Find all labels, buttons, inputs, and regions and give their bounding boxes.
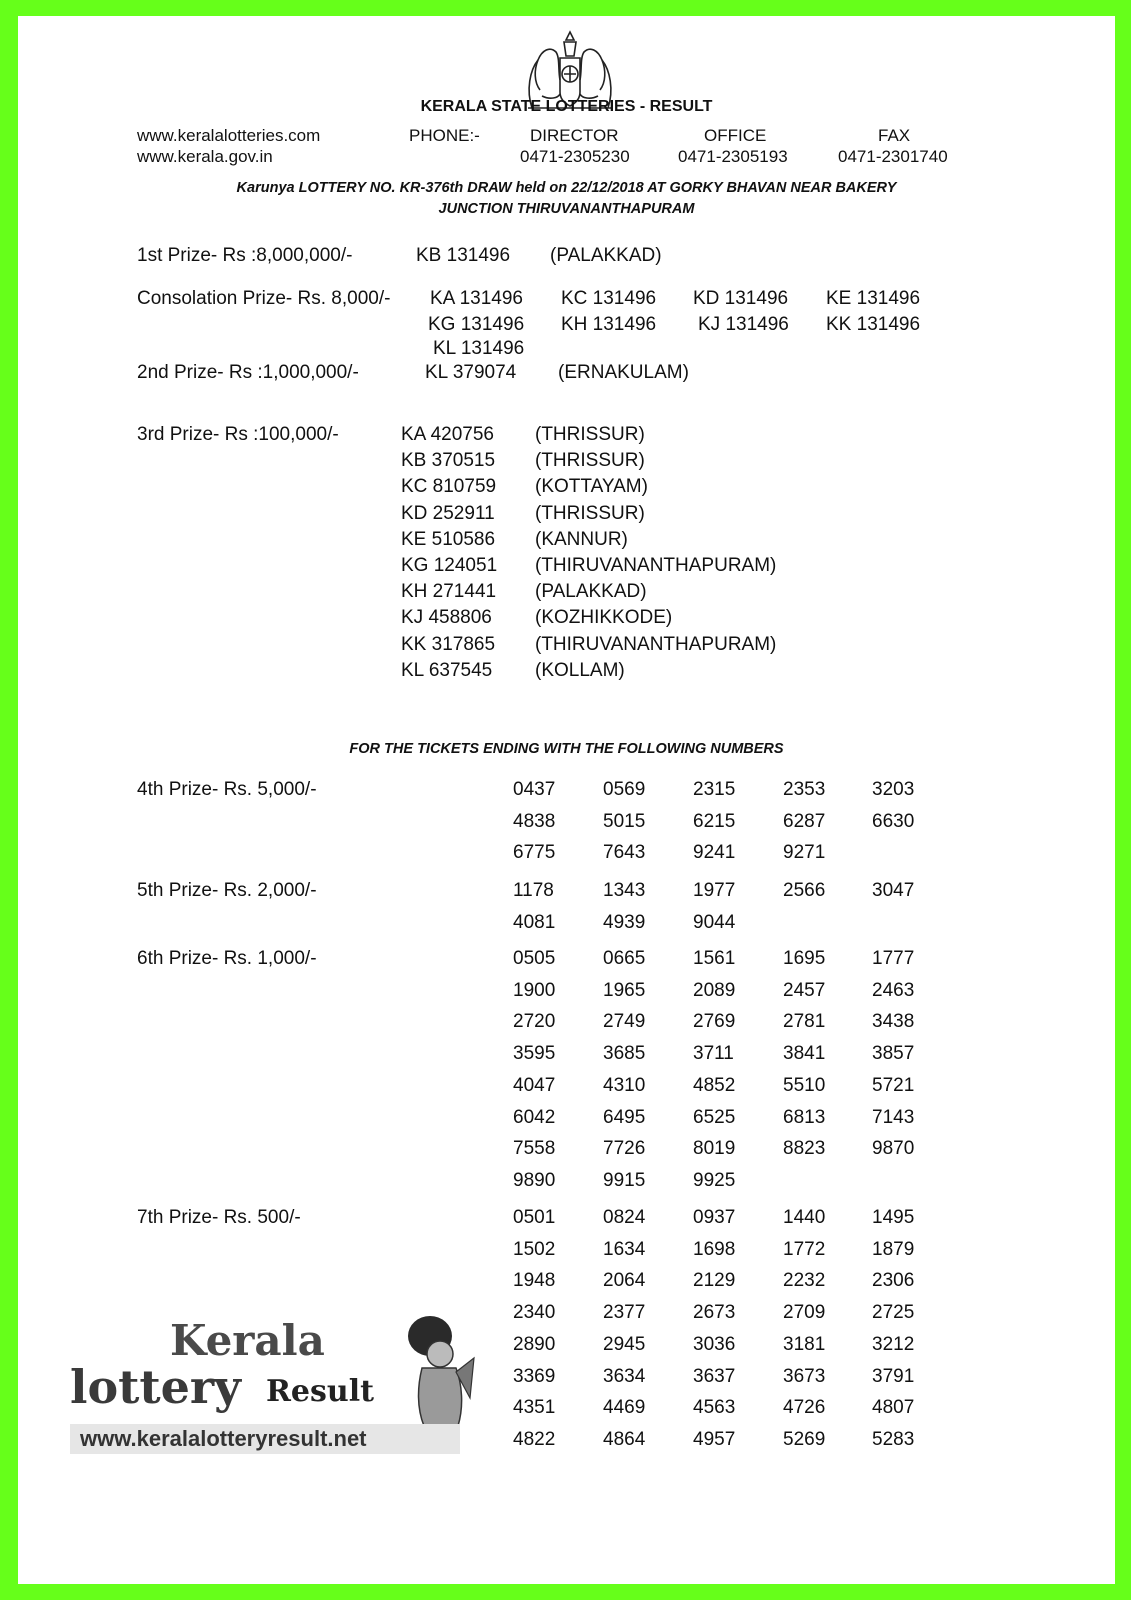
sixth-prize-number: 5721 xyxy=(872,1074,915,1096)
fifth-prize-number: 3047 xyxy=(872,880,915,901)
sixth-prize-number: 9890 xyxy=(513,1169,556,1191)
second-prize-place: (ERNAKULAM) xyxy=(558,362,689,383)
third-prize-ticket: KL 637545 xyxy=(401,659,493,681)
sixth-prize-number: 7143 xyxy=(872,1106,915,1128)
seventh-prize-number: 1502 xyxy=(513,1238,556,1260)
fourth-prize-number: 7643 xyxy=(603,842,646,864)
fourth-prize-number: 9271 xyxy=(783,842,826,864)
fax-label: FAX xyxy=(878,126,911,145)
seventh-prize-number: 1698 xyxy=(693,1238,736,1260)
office-label: OFFICE xyxy=(704,126,767,145)
seventh-prize-number: 4351 xyxy=(513,1397,556,1419)
fifth-prize-number: 9044 xyxy=(693,911,736,933)
sixth-prize-number: 3685 xyxy=(603,1043,646,1065)
third-prize-ticket: KD 252911 xyxy=(401,502,495,524)
seventh-prize-number: 5283 xyxy=(872,1428,915,1450)
fourth-prize-number: 6287 xyxy=(783,810,826,832)
seventh-prize-number: 3369 xyxy=(513,1365,556,1387)
sixth-prize-number: 2463 xyxy=(872,979,915,1001)
sixth-prize-number: 3438 xyxy=(872,1011,915,1033)
second-prize-ticket: KL 379074 xyxy=(425,362,517,383)
fourth-prize-number: 0569 xyxy=(603,779,646,800)
fifth-prize-number: 4081 xyxy=(513,911,556,933)
consolation-ticket: KC 131496 xyxy=(561,288,657,309)
fourth-prize-number: 6775 xyxy=(513,842,556,864)
consolation-ticket: KK 131496 xyxy=(826,314,921,335)
ending-numbers-note: FOR THE TICKETS ENDING WITH THE FOLLOWING NUMBERS xyxy=(349,741,784,757)
office-phone: 0471-2305193 xyxy=(678,147,788,166)
draw-info-line-2: JUNCTION THIRUVANANTHAPURAM xyxy=(438,201,695,217)
seventh-prize-number: 3036 xyxy=(693,1333,736,1355)
fourth-prize-number: 2353 xyxy=(783,779,826,800)
sixth-prize-number: 3595 xyxy=(513,1043,556,1065)
third-prize-ticket: KK 317865 xyxy=(401,633,496,655)
seventh-prize-number: 1634 xyxy=(603,1238,646,1260)
sixth-prize-number: 2769 xyxy=(693,1011,736,1033)
fourth-prize-number: 4838 xyxy=(513,810,556,832)
third-prize-place: (THIRUVANANTHAPURAM) xyxy=(535,633,777,655)
third-prize-place: (THRISSUR) xyxy=(535,450,645,472)
fourth-prize-number: 2315 xyxy=(693,779,736,800)
sixth-prize-number: 0665 xyxy=(603,948,646,969)
first-prize-label: 1st Prize- Rs :8,000,000/- xyxy=(137,245,353,266)
sixth-prize-number: 4852 xyxy=(693,1074,736,1096)
seventh-prize-number: 4469 xyxy=(603,1397,646,1419)
draw-info-line-1: Karunya LOTTERY NO. KR-376th DRAW held on 22/12/2018 AT GORKY BHAVAN NEAR BAKERY xyxy=(236,180,897,196)
sixth-prize-number: 2749 xyxy=(603,1011,646,1033)
director-label: DIRECTOR xyxy=(530,126,619,145)
third-prize-place: (KOLLAM) xyxy=(535,659,625,681)
sixth-prize-number: 1777 xyxy=(872,948,915,969)
seventh-prize-number: 0937 xyxy=(693,1207,736,1228)
seventh-prize-number: 0501 xyxy=(513,1207,556,1228)
first-prize-ticket: KB 131496 xyxy=(416,245,511,266)
sixth-prize-number: 7726 xyxy=(603,1138,646,1160)
seventh-prize-number: 2306 xyxy=(872,1270,915,1292)
fourth-prize-label: 4th Prize- Rs. 5,000/- xyxy=(137,779,317,800)
sixth-prize-number: 4047 xyxy=(513,1074,556,1096)
seventh-prize-number: 4807 xyxy=(872,1397,915,1419)
fifth-prize-number: 4939 xyxy=(603,911,646,933)
mascot-icon xyxy=(400,1314,480,1434)
seventh-prize-label: 7th Prize- Rs. 500/- xyxy=(137,1207,301,1228)
seventh-prize-number: 2340 xyxy=(513,1302,556,1324)
fifth-prize-number: 1178 xyxy=(513,880,554,901)
seventh-prize-number: 3791 xyxy=(872,1365,915,1387)
sixth-prize-number: 9870 xyxy=(872,1138,915,1160)
sixth-prize-number: 3857 xyxy=(872,1043,915,1065)
page-title: KERALA STATE LOTTERIES - RESULT xyxy=(420,98,713,115)
sixth-prize-number: 1695 xyxy=(783,948,826,969)
third-prize-place: (THRISSUR) xyxy=(535,424,645,445)
sixth-prize-number: 2089 xyxy=(693,979,736,1001)
seventh-prize-number: 3673 xyxy=(783,1365,826,1387)
sixth-prize-number: 5510 xyxy=(783,1074,826,1096)
consolation-ticket: KJ 131496 xyxy=(698,314,789,335)
fifth-prize-number: 1343 xyxy=(603,880,646,901)
seventh-prize-number: 3212 xyxy=(872,1333,915,1355)
seventh-prize-number: 2377 xyxy=(603,1302,646,1324)
third-prize-ticket: KJ 458806 xyxy=(401,607,492,629)
seventh-prize-number: 1948 xyxy=(513,1270,556,1292)
website-link-2[interactable]: www.kerala.gov.in xyxy=(137,147,273,166)
seventh-prize-number: 2709 xyxy=(783,1302,826,1324)
third-prize-place: (THRISSUR) xyxy=(535,502,645,524)
fifth-prize-label: 5th Prize- Rs. 2,000/- xyxy=(137,880,317,901)
sixth-prize-number: 2781 xyxy=(783,1011,826,1033)
sixth-prize-number: 1900 xyxy=(513,979,556,1001)
sixth-prize-number: 2720 xyxy=(513,1011,556,1033)
result-sheet xyxy=(18,16,1115,1584)
third-prize-label: 3rd Prize- Rs :100,000/- xyxy=(137,424,339,445)
fifth-prize-number: 1977 xyxy=(693,880,736,901)
sixth-prize-number: 1561 xyxy=(693,948,736,969)
sixth-prize-number: 2457 xyxy=(783,979,826,1001)
sixth-prize-number: 6525 xyxy=(693,1106,736,1128)
second-prize-label: 2nd Prize- Rs :1,000,000/- xyxy=(137,362,359,383)
seventh-prize-number: 4726 xyxy=(783,1397,826,1419)
watermark-line-1: Kerala xyxy=(170,1316,325,1365)
seventh-prize-number: 2725 xyxy=(872,1302,915,1324)
fifth-prize-number: 2566 xyxy=(783,880,826,901)
seventh-prize-number: 0824 xyxy=(603,1207,646,1228)
sixth-prize-number: 3711 xyxy=(693,1043,734,1065)
third-prize-ticket: KA 420756 xyxy=(401,424,494,445)
third-prize-ticket: KC 810759 xyxy=(401,476,497,498)
consolation-ticket: KA 131496 xyxy=(430,288,523,309)
director-phone: 0471-2305230 xyxy=(520,147,630,166)
sixth-prize-number: 1965 xyxy=(603,979,646,1001)
third-prize-place: (THIRUVANANTHAPURAM) xyxy=(535,555,777,576)
third-prize-place: (PALAKKAD) xyxy=(535,581,647,603)
seventh-prize-number: 2129 xyxy=(693,1270,736,1292)
consolation-ticket: KE 131496 xyxy=(826,288,921,309)
consolation-ticket: KD 131496 xyxy=(693,288,789,309)
seventh-prize-number: 5269 xyxy=(783,1428,826,1450)
seventh-prize-number: 2064 xyxy=(603,1270,646,1292)
third-prize-ticket: KH 271441 xyxy=(401,581,497,603)
fourth-prize-number: 6630 xyxy=(872,810,915,832)
phone-label: PHONE:- xyxy=(409,126,480,145)
consolation-ticket: KH 131496 xyxy=(561,314,657,335)
seventh-prize-number: 1772 xyxy=(783,1238,826,1260)
fourth-prize-number: 6215 xyxy=(693,810,736,832)
watermark-line-3: Result xyxy=(266,1374,374,1409)
watermark-line-2: lottery xyxy=(70,1360,241,1414)
sixth-prize-number: 9915 xyxy=(603,1169,646,1191)
fourth-prize-number: 9241 xyxy=(693,842,736,864)
seventh-prize-number: 2945 xyxy=(603,1333,646,1355)
third-prize-ticket: KE 510586 xyxy=(401,528,496,550)
fourth-prize-number: 5015 xyxy=(603,810,646,832)
seventh-prize-number: 3181 xyxy=(783,1333,826,1355)
sixth-prize-number: 6813 xyxy=(783,1106,826,1128)
seventh-prize-number: 3637 xyxy=(693,1365,736,1387)
sixth-prize-number: 8019 xyxy=(693,1138,736,1160)
third-prize-place: (KOZHIKKODE) xyxy=(535,607,673,629)
sixth-prize-number: 7558 xyxy=(513,1138,556,1160)
sixth-prize-number: 9925 xyxy=(693,1169,736,1191)
sixth-prize-number: 3841 xyxy=(783,1043,826,1065)
sixth-prize-number: 0505 xyxy=(513,948,556,969)
sixth-prize-number: 6495 xyxy=(603,1106,646,1128)
seventh-prize-number: 4563 xyxy=(693,1397,736,1419)
sixth-prize-label: 6th Prize- Rs. 1,000/- xyxy=(137,948,317,969)
third-prize-place: (KOTTAYAM) xyxy=(535,476,648,498)
seventh-prize-number: 4822 xyxy=(513,1428,556,1450)
consolation-prize-label: Consolation Prize- Rs. 8,000/- xyxy=(137,288,391,309)
consolation-ticket: KL 131496 xyxy=(433,338,525,359)
seventh-prize-number: 1440 xyxy=(783,1207,826,1228)
first-prize-place: (PALAKKAD) xyxy=(550,245,662,266)
seventh-prize-number: 3634 xyxy=(603,1365,646,1387)
sixth-prize-number: 4310 xyxy=(603,1074,646,1096)
fourth-prize-number: 0437 xyxy=(513,779,556,800)
seventh-prize-number: 4864 xyxy=(603,1428,646,1450)
third-prize-place: (KANNUR) xyxy=(535,528,628,550)
fax-phone: 0471-2301740 xyxy=(838,147,948,166)
seventh-prize-number: 1879 xyxy=(872,1238,915,1260)
third-prize-ticket: KB 370515 xyxy=(401,450,496,472)
fourth-prize-number: 3203 xyxy=(872,779,915,800)
seventh-prize-number: 1495 xyxy=(872,1207,915,1228)
consolation-ticket: KG 131496 xyxy=(428,314,525,335)
seventh-prize-number: 2232 xyxy=(783,1270,826,1292)
watermark-logo xyxy=(70,1316,490,1466)
seventh-prize-number: 4957 xyxy=(693,1428,736,1450)
website-link-1[interactable]: www.keralalotteries.com xyxy=(137,126,321,145)
seventh-prize-number: 2890 xyxy=(513,1333,556,1355)
sixth-prize-number: 8823 xyxy=(783,1138,826,1160)
seventh-prize-number: 2673 xyxy=(693,1302,736,1324)
third-prize-ticket: KG 124051 xyxy=(401,555,498,576)
watermark-url: www.keralalotteryresult.net xyxy=(80,1426,367,1451)
sixth-prize-number: 6042 xyxy=(513,1106,556,1128)
